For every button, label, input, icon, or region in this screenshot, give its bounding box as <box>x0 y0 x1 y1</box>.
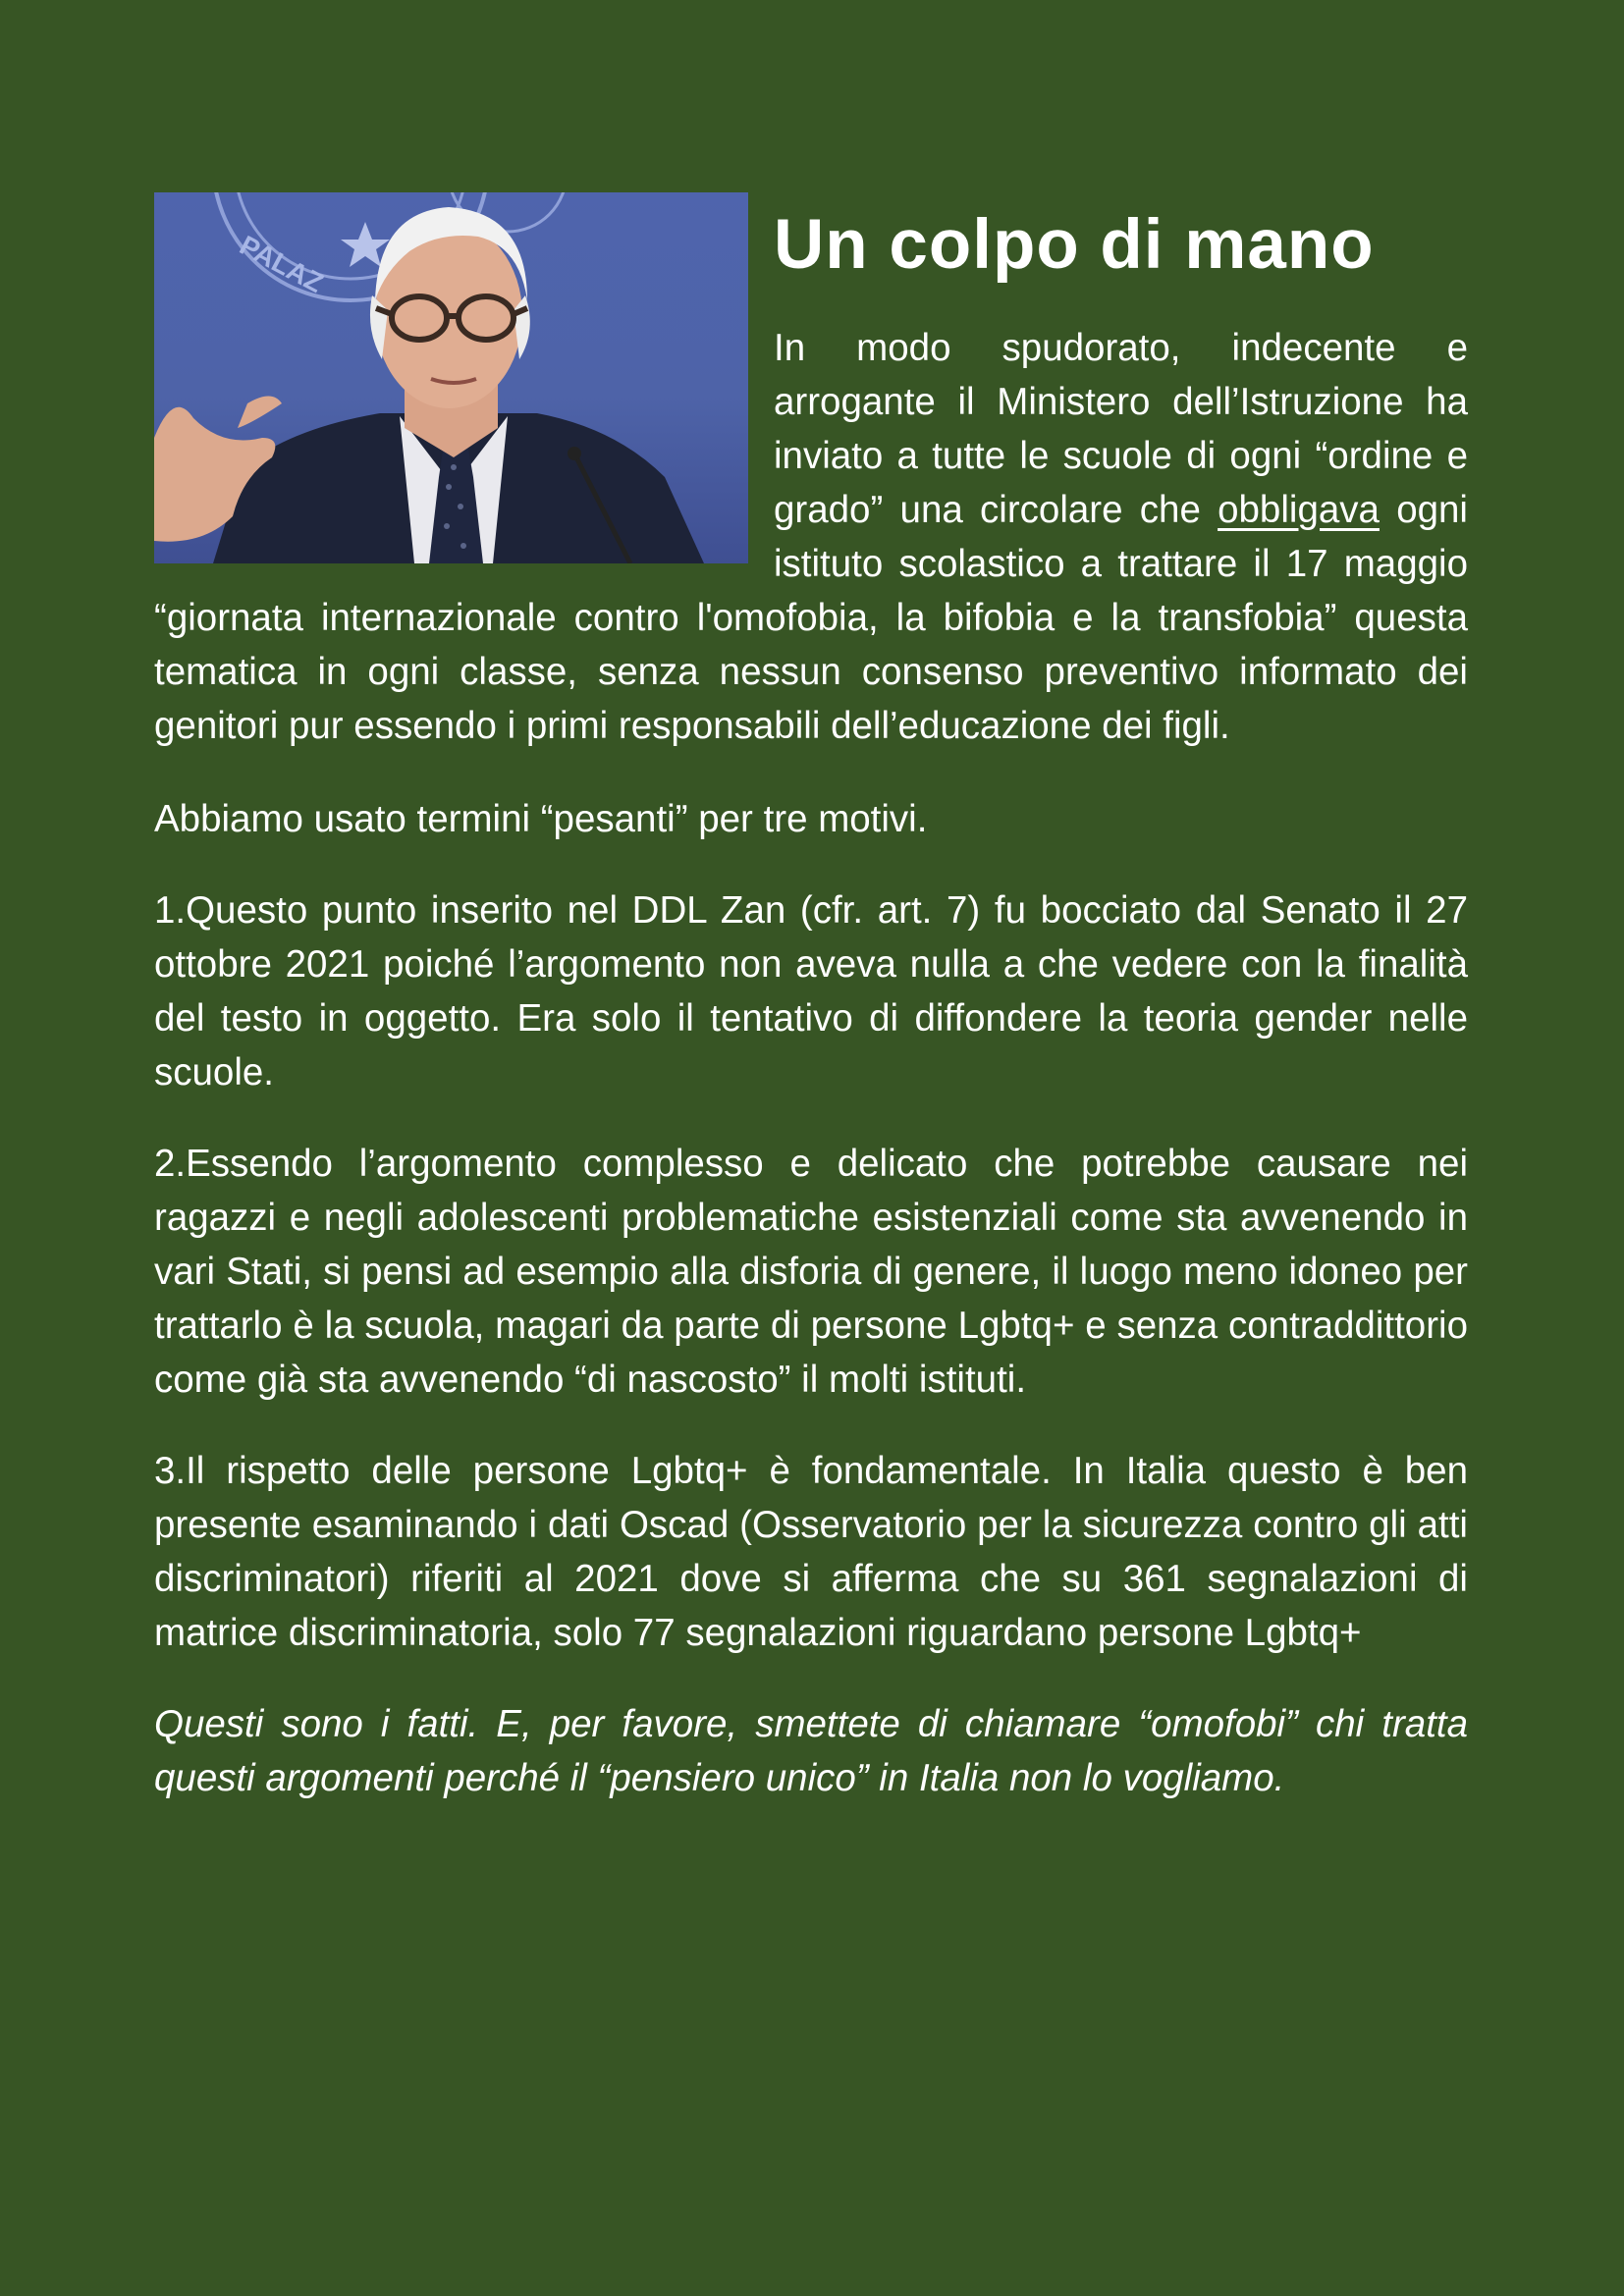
photo-illustration <box>154 192 748 563</box>
motivi-paragraph: Abbiamo usato termini “pesanti” per tre motivi. <box>154 798 928 840</box>
intro-underlined-word: obbligava <box>1218 489 1380 531</box>
minister-photo <box>154 192 748 563</box>
point-2-paragraph: 2.Essendo l’argomento complesso e delicato che potrebbe causare nei ragazzi e negli adolescenti problematiche esistenziali come sta avvenendo in vari Stati, si pensi ad esempio alla disforia di genere, il luogo meno idoneo per trattarlo è la scuola, magari da parte di persone Lgbtq+ e senza contraddittorio come già sta avvenendo “di nascosto” il molti istituti. <box>154 1143 1468 1401</box>
article-title: Un colpo di mano <box>774 206 1375 284</box>
emblem-text: PALAZ <box>235 229 329 299</box>
point-3-paragraph: 3.Il rispetto delle persone Lgbtq+ è fondamentale. In Italia questo è ben presente esaminando i dati Oscad (Osservatorio per la sicurezza contro gli atti discriminatori) riferiti al 2021 dove si afferma che su 361 segnalazioni di matrice discriminatoria, solo 77 segnalazioni riguardano persone Lgbtq+ <box>154 1450 1468 1654</box>
point-1-paragraph: 1.Questo punto inserito nel DDL Zan (cfr. art. 7) fu bocciato dal Senato il 27 ottobre 2021 poiché l’argomento non aveva nulla a che vedere con la finalità del testo in oggetto. Era solo il tentativo di diffondere la teoria gender nelle scuole. <box>154 889 1468 1094</box>
closing-paragraph: Questi sono i fatti. E, per favore, smettete di chiamare “omofobi” chi tratta questi argomenti perché il “pensiero unico” in Italia non lo vogliamo. <box>154 1703 1468 1799</box>
article <box>154 192 1468 1842</box>
intro-text-before: In modo spudorato, indecente e arrogante il Ministero dell’Istruzione ha inviato a tutte le scuole di ogni “ordine e grado” una circolare che <box>774 327 1468 531</box>
intro-text-after: ogni istituto scolastico a trattare il 17 maggio “giornata internazionale contro l'omofobia, la bifobia e la transfobia” questa tematica in ogni classe, senza nessun consenso preventivo informato dei genitori pur essendo i primi responsabili dell’educazione dei figli. <box>154 489 1468 747</box>
